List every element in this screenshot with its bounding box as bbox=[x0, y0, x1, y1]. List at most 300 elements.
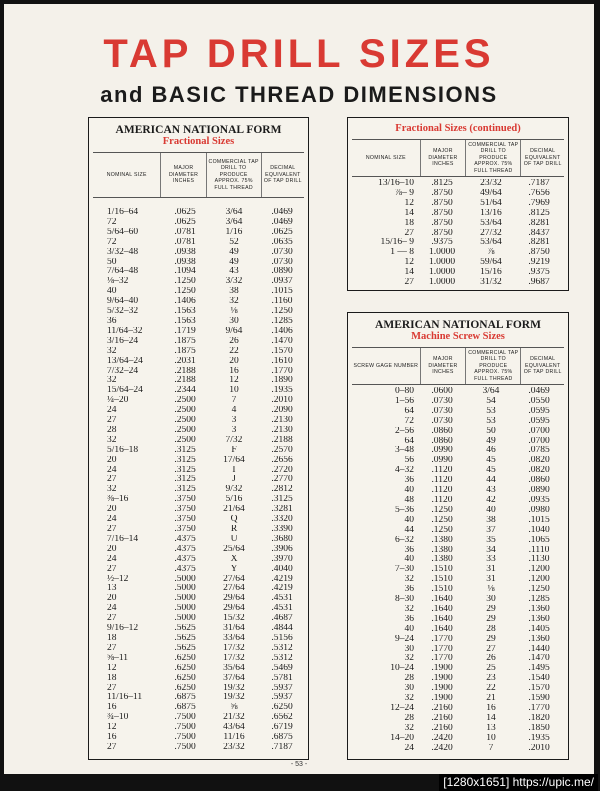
decimal-cell: .6562 bbox=[271, 713, 293, 723]
size-cell: ⅞– 9 bbox=[395, 188, 414, 198]
table-row bbox=[93, 367, 304, 377]
table-row bbox=[352, 674, 564, 684]
tap-drill-cell: 21/32 bbox=[223, 713, 245, 723]
tap-drill-cell: 40 bbox=[486, 505, 496, 515]
size-cell: 64 bbox=[404, 406, 414, 416]
tap-drill-cell: 31 bbox=[486, 565, 496, 575]
table-row bbox=[352, 526, 564, 536]
decimal-cell: .3970 bbox=[271, 554, 293, 564]
size-cell: 18 bbox=[107, 633, 117, 643]
tap-drill-cell: ⅞ bbox=[487, 248, 495, 258]
decimal-cell: .7656 bbox=[528, 188, 550, 198]
tap-drill-cell: 21 bbox=[486, 694, 496, 704]
major-diameter-cell: .1900 bbox=[431, 694, 453, 704]
size-cell: 44 bbox=[404, 525, 414, 535]
tap-drill-cell: 27 bbox=[486, 644, 496, 654]
major-diameter-cell: .3125 bbox=[174, 445, 196, 455]
table-row bbox=[93, 396, 304, 406]
table-row bbox=[93, 634, 304, 644]
major-diameter-cell: .1120 bbox=[431, 466, 453, 476]
table-row bbox=[352, 397, 564, 407]
size-cell: ⅛–32 bbox=[107, 277, 129, 287]
table-row bbox=[93, 475, 304, 485]
table-row bbox=[93, 535, 304, 545]
tap-drill-cell: 53/64 bbox=[480, 218, 502, 228]
major-diameter-cell: .2344 bbox=[174, 386, 196, 396]
decimal-cell: .3390 bbox=[271, 525, 293, 534]
col-nominal: NOMINAL SIZE bbox=[365, 154, 406, 161]
size-cell: 14–20 bbox=[390, 733, 414, 743]
decimal-cell: .3320 bbox=[271, 515, 293, 525]
table-row bbox=[93, 703, 304, 713]
table-row bbox=[93, 267, 304, 277]
page-number: - 53 - bbox=[290, 761, 308, 768]
size-cell: 32 bbox=[107, 376, 117, 386]
decimal-cell: .0595 bbox=[528, 416, 550, 426]
table-row bbox=[93, 347, 304, 357]
table-row bbox=[93, 604, 304, 614]
decimal-cell: .0937 bbox=[271, 277, 293, 287]
tap-drill-cell: 29 bbox=[486, 614, 496, 624]
size-cell: 36 bbox=[404, 545, 414, 555]
size-cell: 32 bbox=[404, 604, 414, 614]
decimal-cell: .0785 bbox=[528, 446, 550, 456]
table-row bbox=[352, 555, 564, 565]
size-cell: 1 — 8 bbox=[390, 248, 414, 258]
table-row bbox=[352, 714, 564, 724]
size-cell: 24 bbox=[107, 554, 117, 564]
size-cell: ⅜–16 bbox=[107, 495, 129, 505]
decimal-cell: .4687 bbox=[271, 614, 293, 624]
tap-drill-cell: R bbox=[230, 525, 238, 534]
table-row bbox=[93, 693, 304, 703]
tap-drill-cell: 50 bbox=[486, 426, 496, 436]
size-cell: ¾–10 bbox=[107, 713, 129, 723]
decimal-cell: .1110 bbox=[528, 545, 550, 555]
major-diameter-cell: .1770 bbox=[431, 634, 453, 644]
tap-drill-cell: 13 bbox=[486, 723, 496, 733]
table-row bbox=[93, 416, 304, 426]
col-major: MAJOR DIAMETER INCHES bbox=[160, 153, 205, 197]
decimal-cell: .1540 bbox=[528, 674, 550, 684]
size-cell: 13/64–24 bbox=[107, 356, 143, 366]
major-diameter-cell: 1.0000 bbox=[428, 268, 456, 278]
size-cell: 16 bbox=[107, 733, 117, 743]
decimal-cell: .8281 bbox=[528, 218, 550, 228]
tap-drill-cell: I bbox=[232, 465, 236, 475]
size-cell: 32 bbox=[404, 694, 414, 704]
size-cell: 27 bbox=[107, 742, 117, 752]
size-cell: 1–56 bbox=[395, 396, 414, 406]
decimal-cell: .6719 bbox=[271, 723, 293, 733]
major-diameter-cell: .8750 bbox=[431, 228, 453, 238]
tap-drill-cell: 52 bbox=[229, 237, 239, 247]
table-row bbox=[352, 595, 564, 605]
decimal-cell: .1360 bbox=[528, 604, 550, 614]
decimal-cell: .1200 bbox=[528, 565, 550, 575]
tap-drill-cell: 38 bbox=[229, 287, 239, 297]
decimal-cell: .3281 bbox=[271, 505, 293, 515]
major-diameter-cell: .4375 bbox=[174, 564, 196, 574]
major-diameter-cell: .6250 bbox=[174, 663, 196, 673]
decimal-cell: .7187 bbox=[528, 179, 550, 188]
table-row bbox=[352, 446, 564, 456]
tap-drill-cell: Y bbox=[230, 564, 238, 574]
tap-drill-cell: 23 bbox=[486, 674, 496, 684]
major-diameter-cell: .3125 bbox=[174, 485, 196, 495]
tap-drill-cell: 3/64 bbox=[225, 208, 243, 217]
major-diameter-cell: .6875 bbox=[174, 693, 196, 703]
size-cell: 24 bbox=[404, 743, 414, 753]
major-diameter-cell: .1250 bbox=[174, 277, 196, 287]
size-cell: 36 bbox=[107, 316, 117, 326]
table-row bbox=[352, 219, 564, 229]
decimal-cell: .1065 bbox=[528, 535, 550, 545]
decimal-cell: .4219 bbox=[271, 574, 293, 584]
table-row bbox=[352, 664, 564, 674]
decimal-cell: .1890 bbox=[271, 376, 293, 386]
tap-drill-cell: 29 bbox=[486, 604, 496, 614]
table-row bbox=[93, 386, 304, 396]
major-diameter-cell: .1406 bbox=[174, 297, 196, 307]
size-cell: 72 bbox=[107, 217, 117, 227]
major-diameter-cell: .1719 bbox=[174, 326, 196, 336]
tap-drill-cell: 17/32 bbox=[223, 653, 245, 663]
table-row bbox=[93, 208, 304, 218]
decimal-cell: .2130 bbox=[271, 416, 293, 426]
size-cell: 18 bbox=[107, 673, 117, 683]
size-cell: 40 bbox=[404, 515, 414, 525]
size-cell: 32 bbox=[107, 346, 117, 356]
major-diameter-cell: .5000 bbox=[174, 614, 196, 624]
major-diameter-cell: .5000 bbox=[174, 584, 196, 594]
major-diameter-cell: .2500 bbox=[174, 435, 196, 445]
size-cell: 32 bbox=[404, 575, 414, 585]
decimal-cell: .0820 bbox=[528, 456, 550, 466]
size-cell: ½–12 bbox=[107, 574, 129, 584]
machine-screw-table-body bbox=[352, 387, 564, 754]
major-diameter-cell: .2031 bbox=[174, 356, 196, 366]
col-major: MAJOR DIAMETER INCHES bbox=[420, 140, 466, 176]
major-diameter-cell: .8750 bbox=[431, 188, 453, 198]
major-diameter-cell: .0860 bbox=[431, 436, 453, 446]
major-diameter-cell: .1640 bbox=[431, 604, 453, 614]
tap-drill-cell: 34 bbox=[486, 545, 496, 555]
size-cell: 9/16–12 bbox=[107, 624, 139, 634]
major-diameter-cell: .2188 bbox=[174, 376, 196, 386]
tap-drill-cell: 53/64 bbox=[480, 238, 502, 248]
table-row bbox=[93, 327, 304, 337]
size-cell: 40 bbox=[404, 624, 414, 634]
major-diameter-cell: .2160 bbox=[431, 713, 453, 723]
size-cell: 27 bbox=[107, 614, 117, 624]
decimal-cell: .9375 bbox=[528, 268, 550, 278]
major-diameter-cell: .8750 bbox=[431, 198, 453, 208]
col-major: MAJOR DIAMETER INCHES bbox=[420, 348, 466, 384]
tap-drill-cell: 45 bbox=[486, 466, 496, 476]
size-cell: 30 bbox=[404, 684, 414, 694]
tap-drill-cell: 15/16 bbox=[480, 268, 502, 278]
size-cell: 5–36 bbox=[395, 505, 414, 515]
major-diameter-cell: .0730 bbox=[431, 416, 453, 426]
table-row bbox=[93, 376, 304, 386]
table-row bbox=[93, 684, 304, 694]
decimal-cell: .0730 bbox=[271, 257, 293, 267]
major-diameter-cell: .1120 bbox=[431, 495, 453, 505]
major-diameter-cell: .1120 bbox=[431, 486, 453, 496]
tap-drill-cell: 4 bbox=[231, 406, 237, 416]
size-cell: 64 bbox=[404, 436, 414, 446]
table-row bbox=[93, 723, 304, 733]
major-diameter-cell: .5625 bbox=[174, 633, 196, 643]
size-cell: 20 bbox=[107, 455, 117, 465]
decimal-cell: .5937 bbox=[271, 683, 293, 693]
size-cell: 12 bbox=[107, 663, 117, 673]
size-cell: 7/64–48 bbox=[107, 267, 139, 277]
table-row bbox=[93, 743, 304, 753]
major-diameter-cell: .7500 bbox=[174, 723, 196, 733]
size-cell: 48 bbox=[404, 495, 414, 505]
size-cell: 20 bbox=[107, 544, 117, 554]
table-row bbox=[93, 337, 304, 347]
major-diameter-cell: .1900 bbox=[431, 684, 453, 694]
table-row bbox=[352, 387, 564, 397]
major-diameter-cell: .3125 bbox=[174, 465, 196, 475]
table-row bbox=[93, 505, 304, 515]
major-diameter-cell: .8750 bbox=[431, 218, 453, 228]
tap-drill-cell: 49 bbox=[229, 247, 239, 257]
size-cell: 8–30 bbox=[395, 595, 414, 605]
size-cell: 20 bbox=[107, 505, 117, 515]
table-row bbox=[352, 229, 564, 239]
col-commercial: COMMERCIAL TAP DRILL TO PRODUCE APPROX. 75% FULL THREAD bbox=[206, 153, 261, 197]
tap-drill-cell: 35/64 bbox=[223, 663, 245, 673]
decimal-cell: .1820 bbox=[528, 713, 550, 723]
table-row bbox=[352, 407, 564, 417]
decimal-cell: .2188 bbox=[271, 435, 293, 445]
tap-drill-cell: 10 bbox=[229, 386, 239, 396]
decimal-cell: .1470 bbox=[271, 336, 293, 346]
major-diameter-cell: .0990 bbox=[431, 446, 453, 456]
tap-drill-cell: 25/64 bbox=[223, 544, 245, 554]
table-row bbox=[352, 575, 564, 585]
size-cell: 24 bbox=[107, 604, 117, 614]
major-diameter-cell: .1563 bbox=[174, 307, 196, 317]
size-cell: 40 bbox=[404, 555, 414, 565]
decimal-cell: .1935 bbox=[528, 733, 550, 743]
decimal-cell: .0625 bbox=[271, 227, 293, 237]
tap-drill-cell: 43 bbox=[486, 486, 496, 496]
size-cell: 72 bbox=[404, 416, 414, 426]
table-row bbox=[352, 744, 564, 754]
major-diameter-cell: .0781 bbox=[174, 227, 196, 237]
major-diameter-cell: .0730 bbox=[431, 406, 453, 416]
tap-drill-cell: 10 bbox=[486, 733, 496, 743]
major-diameter-cell: .2500 bbox=[174, 396, 196, 406]
major-diameter-cell: .2500 bbox=[174, 416, 196, 426]
tap-drill-cell: 19/32 bbox=[223, 693, 245, 703]
major-diameter-cell: .0781 bbox=[174, 237, 196, 247]
tap-drill-cell: 11/16 bbox=[223, 733, 245, 743]
decimal-cell: .4844 bbox=[271, 624, 293, 634]
table-row bbox=[352, 654, 564, 664]
tap-drill-cell: 17/32 bbox=[223, 643, 245, 653]
table-row bbox=[93, 555, 304, 565]
table-row bbox=[93, 515, 304, 525]
tap-drill-cell: 31/64 bbox=[223, 624, 245, 634]
decimal-cell: .2812 bbox=[271, 485, 293, 495]
major-diameter-cell: .3750 bbox=[174, 505, 196, 515]
tap-drill-cell: 29/64 bbox=[223, 594, 245, 604]
tap-drill-cell: 9/32 bbox=[225, 485, 243, 495]
major-diameter-cell: .1770 bbox=[431, 644, 453, 654]
table-row bbox=[352, 516, 564, 526]
decimal-cell: .0890 bbox=[528, 486, 550, 496]
panel-title: Fractional Sizes (continued) bbox=[395, 123, 521, 134]
major-diameter-cell: .3750 bbox=[174, 515, 196, 525]
tap-drill-cell: 27/32 bbox=[480, 228, 502, 238]
major-diameter-cell: .0730 bbox=[431, 396, 453, 406]
major-diameter-cell: 1.0000 bbox=[428, 258, 456, 268]
size-cell: 32 bbox=[107, 485, 117, 495]
size-cell: 24 bbox=[107, 515, 117, 525]
tap-drill-cell: 21/64 bbox=[223, 505, 245, 515]
tap-drill-cell: 42 bbox=[486, 495, 496, 505]
decimal-cell: .5312 bbox=[271, 653, 293, 663]
size-cell: 24 bbox=[107, 465, 117, 475]
table-row bbox=[352, 189, 564, 199]
table-row bbox=[93, 277, 304, 287]
size-cell: 30 bbox=[404, 644, 414, 654]
major-diameter-cell: .1640 bbox=[431, 595, 453, 605]
table-row bbox=[352, 268, 564, 278]
major-diameter-cell: .5625 bbox=[174, 624, 196, 634]
size-cell: 13/16–10 bbox=[378, 179, 414, 188]
decimal-cell: .5781 bbox=[271, 673, 293, 683]
size-cell: 3/16–24 bbox=[107, 336, 139, 346]
tap-drill-cell: 29 bbox=[486, 634, 496, 644]
table-row bbox=[93, 258, 304, 268]
major-diameter-cell: .3125 bbox=[174, 475, 196, 485]
tap-drill-cell: 3/64 bbox=[482, 387, 500, 396]
decimal-cell: .2720 bbox=[271, 465, 293, 475]
table-row bbox=[93, 584, 304, 594]
tap-drill-cell: 49 bbox=[229, 257, 239, 267]
decimal-cell: .0890 bbox=[271, 267, 293, 277]
decimal-cell: .1570 bbox=[528, 684, 550, 694]
major-diameter-cell: .1250 bbox=[431, 515, 453, 525]
tap-drill-cell: 45 bbox=[486, 456, 496, 466]
major-diameter-cell: .6250 bbox=[174, 673, 196, 683]
size-cell: 5/64–60 bbox=[107, 227, 139, 237]
size-cell: 5/32–32 bbox=[107, 307, 139, 317]
decimal-cell: .4040 bbox=[271, 564, 293, 574]
tap-drill-cell: 49 bbox=[486, 436, 496, 446]
col-nominal: NOMINAL SIZE bbox=[106, 171, 147, 178]
decimal-cell: .5937 bbox=[271, 693, 293, 703]
table-row bbox=[352, 258, 564, 268]
size-cell: 28 bbox=[107, 425, 117, 435]
tap-drill-cell: 53 bbox=[486, 416, 496, 426]
major-diameter-cell: .3750 bbox=[174, 495, 196, 505]
table-row bbox=[93, 664, 304, 674]
major-diameter-cell: .4375 bbox=[174, 534, 196, 544]
decimal-cell: .1406 bbox=[271, 326, 293, 336]
size-cell: 24 bbox=[107, 406, 117, 416]
table-header bbox=[352, 347, 564, 385]
tap-drill-cell: U bbox=[230, 534, 238, 544]
size-cell: 36 bbox=[404, 585, 414, 595]
tap-drill-cell: 27/64 bbox=[223, 584, 245, 594]
table-row bbox=[93, 446, 304, 456]
table-row bbox=[352, 466, 564, 476]
decimal-cell: .0860 bbox=[528, 476, 550, 486]
decimal-cell: .1360 bbox=[528, 614, 550, 624]
panel-subtitle: Machine Screw Sizes bbox=[411, 331, 505, 342]
major-diameter-cell: .1250 bbox=[174, 287, 196, 297]
tap-drill-cell: 5/16 bbox=[225, 495, 243, 505]
tap-drill-cell: 7 bbox=[231, 396, 237, 406]
major-diameter-cell: .1875 bbox=[174, 336, 196, 346]
decimal-cell: .0635 bbox=[271, 237, 293, 247]
tap-drill-cell: ⅝ bbox=[230, 703, 238, 713]
decimal-cell: .2656 bbox=[271, 455, 293, 465]
size-cell: 40 bbox=[404, 486, 414, 496]
major-diameter-cell: .7500 bbox=[174, 742, 196, 752]
size-cell: 15/16– 9 bbox=[380, 238, 414, 248]
tap-drill-cell: 3/32 bbox=[225, 277, 243, 287]
size-cell: 12 bbox=[404, 198, 414, 208]
decimal-cell: .8437 bbox=[528, 228, 550, 238]
size-cell: 12–24 bbox=[390, 704, 414, 713]
decimal-cell: .2090 bbox=[271, 406, 293, 416]
table-row bbox=[93, 674, 304, 684]
size-cell: 5/16–18 bbox=[107, 445, 139, 455]
table-row bbox=[352, 199, 564, 209]
tap-drill-cell: 31 bbox=[486, 575, 496, 585]
table-row bbox=[352, 565, 564, 575]
decimal-cell: .1160 bbox=[271, 297, 293, 307]
continued-table-body bbox=[352, 179, 564, 288]
tap-drill-cell: 46 bbox=[486, 446, 496, 456]
size-cell: 2–56 bbox=[395, 426, 414, 436]
decimal-cell: .5469 bbox=[271, 663, 293, 673]
decimal-cell: .2770 bbox=[271, 475, 293, 485]
size-cell: 32 bbox=[404, 654, 414, 664]
size-cell: 16 bbox=[107, 703, 117, 713]
col-decimal: DECIMAL EQUIVALENT OF TAP DRILL bbox=[520, 348, 564, 384]
table-row bbox=[93, 485, 304, 495]
table-row bbox=[352, 209, 564, 219]
decimal-cell: .1285 bbox=[271, 316, 293, 326]
size-cell: 27 bbox=[107, 564, 117, 574]
major-diameter-cell: .1094 bbox=[174, 267, 196, 277]
tap-drill-cell: 12 bbox=[229, 376, 239, 386]
table-row bbox=[352, 734, 564, 744]
tap-drill-cell: 20 bbox=[229, 356, 239, 366]
tap-drill-cell: 37/64 bbox=[223, 673, 245, 683]
fractional-continued-panel bbox=[347, 117, 569, 291]
size-cell: 7–30 bbox=[395, 565, 414, 575]
size-cell: ¼–20 bbox=[107, 396, 129, 406]
decimal-cell: .7187 bbox=[271, 742, 293, 752]
decimal-cell: .2570 bbox=[271, 445, 293, 455]
table-row bbox=[352, 506, 564, 516]
tap-drill-cell: 29/64 bbox=[223, 604, 245, 614]
table-row bbox=[352, 615, 564, 625]
major-diameter-cell: .1640 bbox=[431, 614, 453, 624]
table-row bbox=[93, 525, 304, 535]
